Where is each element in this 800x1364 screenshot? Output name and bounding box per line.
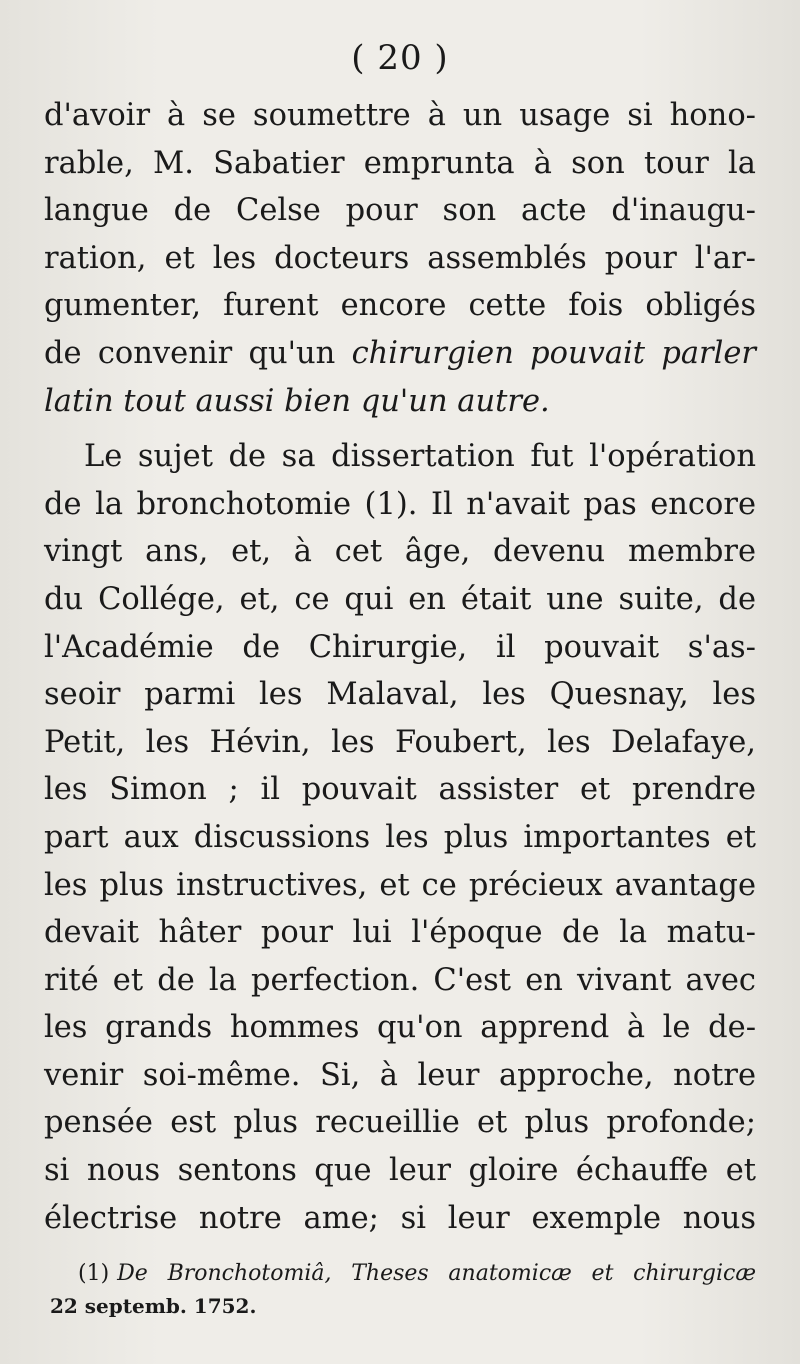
footnote-marker: (1) xyxy=(78,1261,110,1286)
text-line: de la bronchotomie (1). Il n'avait pas encore xyxy=(44,486,756,522)
text-line: seoir parmi les Malaval, les Quesnay, les xyxy=(44,677,756,713)
text-line: d'avoir à se soumettre à un usage si hono- xyxy=(44,98,756,133)
footnote-line xyxy=(50,1258,756,1290)
text-italic: latin tout aussi bien qu'un autre. xyxy=(44,383,550,419)
page-number: ( 20 ) xyxy=(351,38,449,78)
text-line xyxy=(44,330,756,378)
text-line: vingt ans, et, à cet âge, devenu membre xyxy=(44,534,756,570)
footnote-date: 22 septemb. 1752. xyxy=(50,1294,257,1318)
footnote-citation: De Bronchotomiâ, Theses anatomicæ et chirurgicæ xyxy=(117,1261,756,1286)
text-line: l'Académie de Chirurgie, il pouvait s'as- xyxy=(44,629,756,665)
text-italic: chirurgien pouvait parler xyxy=(351,335,756,371)
text-line: les grands hommes qu'on apprend à le de- xyxy=(44,1010,756,1046)
text-line: les Simon ; il pouvait assister et prendre xyxy=(44,772,756,808)
text-line: pensée est plus recueillie et plus profonde; xyxy=(44,1105,756,1141)
text-line: rité et de la perfection. C'est en vivant avec xyxy=(44,962,756,998)
text-line: électrise notre ame; si leur exemple nous xyxy=(44,1200,756,1236)
text-line: langue de Celse pour son acte d'inaugu- xyxy=(44,193,756,229)
text-line: venir soi-même. Si, à leur approche, notre xyxy=(44,1057,756,1093)
text-line: rable, M. Sabatier emprunta à son tour la xyxy=(44,145,756,181)
body-text xyxy=(44,92,756,1242)
text-line: Le sujet de sa dissertation fut l'opération xyxy=(84,439,756,475)
paragraph-gap xyxy=(44,425,756,433)
text-line: part aux discussions les plus importantes et xyxy=(44,819,756,855)
footnote xyxy=(50,1258,756,1322)
text-line: devait hâter pour lui l'époque de la matu- xyxy=(44,915,756,951)
text-line: Petit, les Hévin, les Foubert, les Delafaye, xyxy=(44,724,756,760)
text-line xyxy=(44,378,756,426)
text-roman: de convenir qu'un xyxy=(44,335,336,371)
text-line: les plus instructives, et ce précieux avantage xyxy=(44,867,756,903)
text-line: ration, et les docteurs assemblés pour l'ar- xyxy=(44,240,756,276)
text-line: du Collége, et, ce qui en était une suite, de xyxy=(44,581,756,617)
text-line: si nous sentons que leur gloire échauffe et xyxy=(44,1153,756,1189)
text-line: gumenter, furent encore cette fois obligés xyxy=(44,288,756,324)
